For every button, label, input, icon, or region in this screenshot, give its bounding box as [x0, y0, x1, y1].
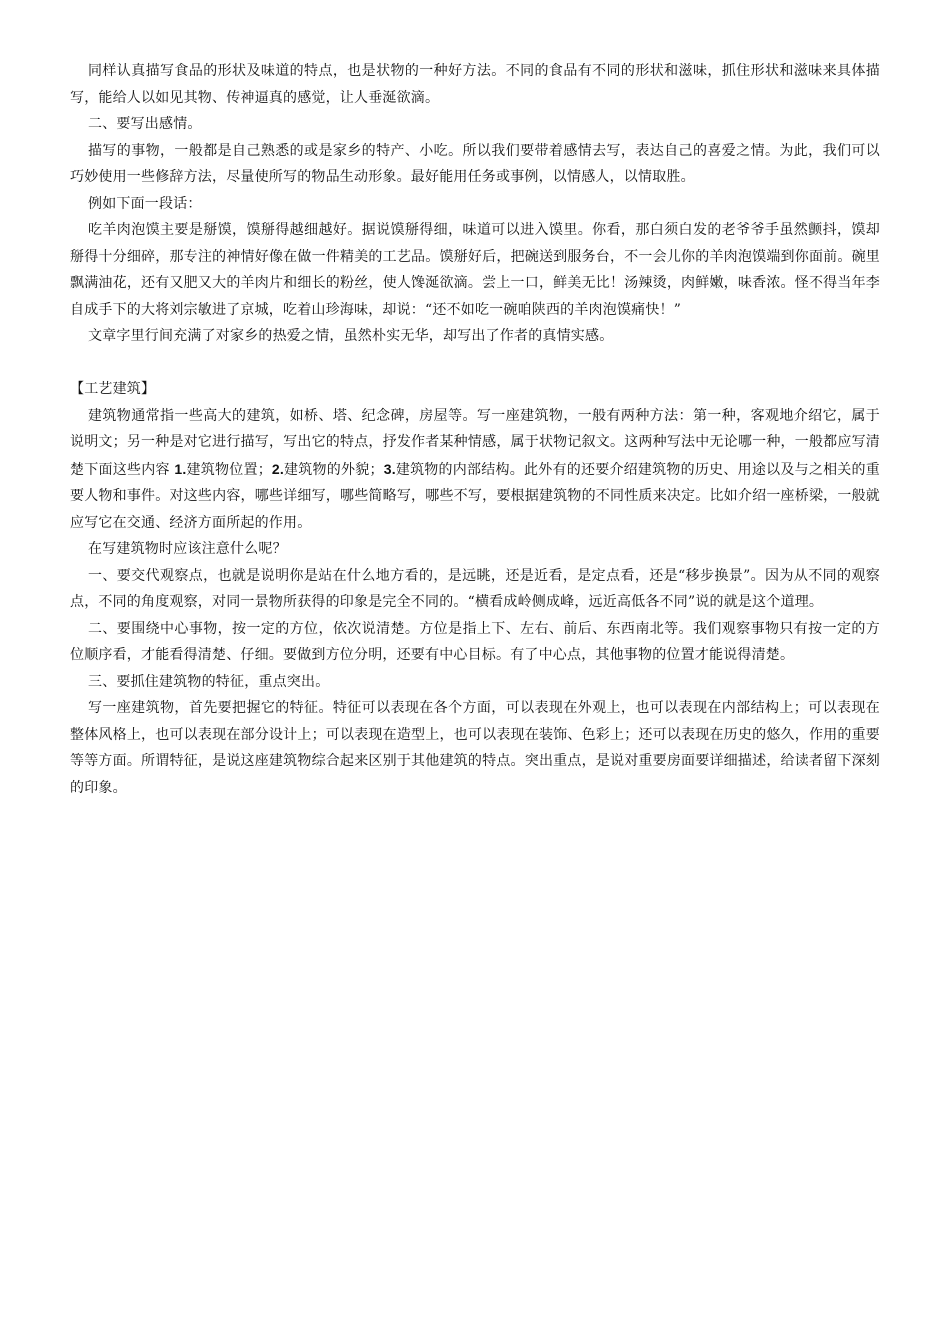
building-point-2: 二、要围绕中心事物，按一定的方位，依次说清楚。方位是指上下、左右、前后、东西南北等。我们观察事物只有按一定的方位顺序看，才能看得清楚、仔细。要做到方位分明，还要有中心目标。有了中心点，其他事物的位置才能说得清楚。: [70, 620, 880, 663]
building-point-3-heading: 三、要抓住建筑物的特征，重点突出。: [88, 673, 330, 690]
document-page: [70, 58, 880, 801]
building-paragraph-1: [70, 403, 880, 537]
building-point-3-paragraph: 写一座建筑物，首先要把握它的特征。特征可以表现在各个方面，可以表现在外观上，也可以表现在内部结构上；可以表现在整体风格上，也可以表现在部分设计上；可以表现在造型上，也可以表现在装饰、色彩上；还可以表现在历史的悠久，作用的重要等等方面。所谓特征，是说这座建筑物综合起来区别于其他建筑的特点。突出重点，是说对重要房面要详细描述，给读者留下深刻的印象。: [70, 700, 880, 796]
food-paragraph-3: 描写的事物，一般都是自己熟悉的或是家乡的特产、小吃。所以我们要带着感情去写，表达自己的喜爱之情。为此，我们可以巧妙使用一些修辞方法，尽量使所写的物品生动形象。最好能用任务或事例，以情感人，以情取胜。: [70, 142, 880, 185]
section-spacer: [70, 350, 880, 377]
building-section-heading: 【工艺建筑】: [70, 381, 156, 397]
building-paragraph-1-part-c: 建筑物的外貌；: [284, 461, 384, 478]
building-question: 在写建筑物时应该注意什么呢？: [88, 541, 287, 557]
food-conclusion-paragraph: 文章字里行间充满了对家乡的热爱之情，虽然朴实无华，却写出了作者的真情实感。: [88, 328, 614, 344]
list-number-2: 2.: [271, 460, 284, 477]
food-example-paragraph: 吃羊肉泡馍主要是掰馍，馍掰得越细越好。据说馍掰得细，味道可以进入馍里。你看，那白须白发的老爷爷手虽然颤抖，馍却掰得十分细碎，那专注的神情好像在做一件精美的工艺品。馍掰好后，把碗送到服务台，不一会儿你的羊肉泡馍端到你面前。碗里飘满油花，还有又肥又大的羊肉片和细长的粉丝，使人馋涎欲滴。尝上一口，鲜美无比！汤辣烫，肉鲜嫩，味香浓。怪不得当年李自成手下的大将刘宗敏进了京城，吃着山珍海味，却说：“还不如吃一碗咱陕西的羊肉泡馍痛快！”: [70, 222, 880, 318]
food-paragraph-1: 同样认真描写食品的形状及味道的特点，也是状物的一种好方法。不同的食品有不同的形状和滋味，抓住形状和滋味来具体描写，能给人以如见其物、传神逼真的感觉，让人垂涎欲滴。: [70, 63, 880, 106]
food-point-2-heading: 二、要写出感情。: [88, 116, 202, 132]
list-number-1: 1.: [174, 460, 187, 477]
building-paragraph-1-part-a: 建筑物通常指一些高大的建筑，如桥、塔、纪念碑，房屋等。写一座建筑物，一般有两种方法：第一种，客观地介绍它，属于说明文；另一种是对它进行描写，写出它的特点，抒发作者某种情感，属于状物记叙文。这两种写法中无论哪一种，一般都应写清楚下面这些内容: [70, 407, 880, 478]
food-example-intro: 例如下面一段话：: [88, 195, 202, 212]
building-paragraph-1-part-d: 建筑物的内部结构。此外有的还要介绍建筑物的历史、用途以及与之相关的重要人物和事件。对这些内容，哪些详细写，哪些简略写，哪些不写，要根据建筑物的不同性质来决定。比如介绍一座桥梁，一般就应写它在交通、经济方面所起的作用。: [70, 461, 880, 531]
list-number-3: 3.: [383, 460, 396, 477]
building-paragraph-1-part-b: 建筑物位置；: [186, 461, 272, 478]
building-point-1: 一、要交代观察点，也就是说明你是站在什么地方看的，是远眺，还是近看，是定点看，还是“移步换景”。因为从不同的观察点，不同的角度观察，对同一景物所获得的印象是完全不同的。“横看成岭侧成峰，远近高低各不同”说的就是这个道理。: [70, 567, 880, 610]
